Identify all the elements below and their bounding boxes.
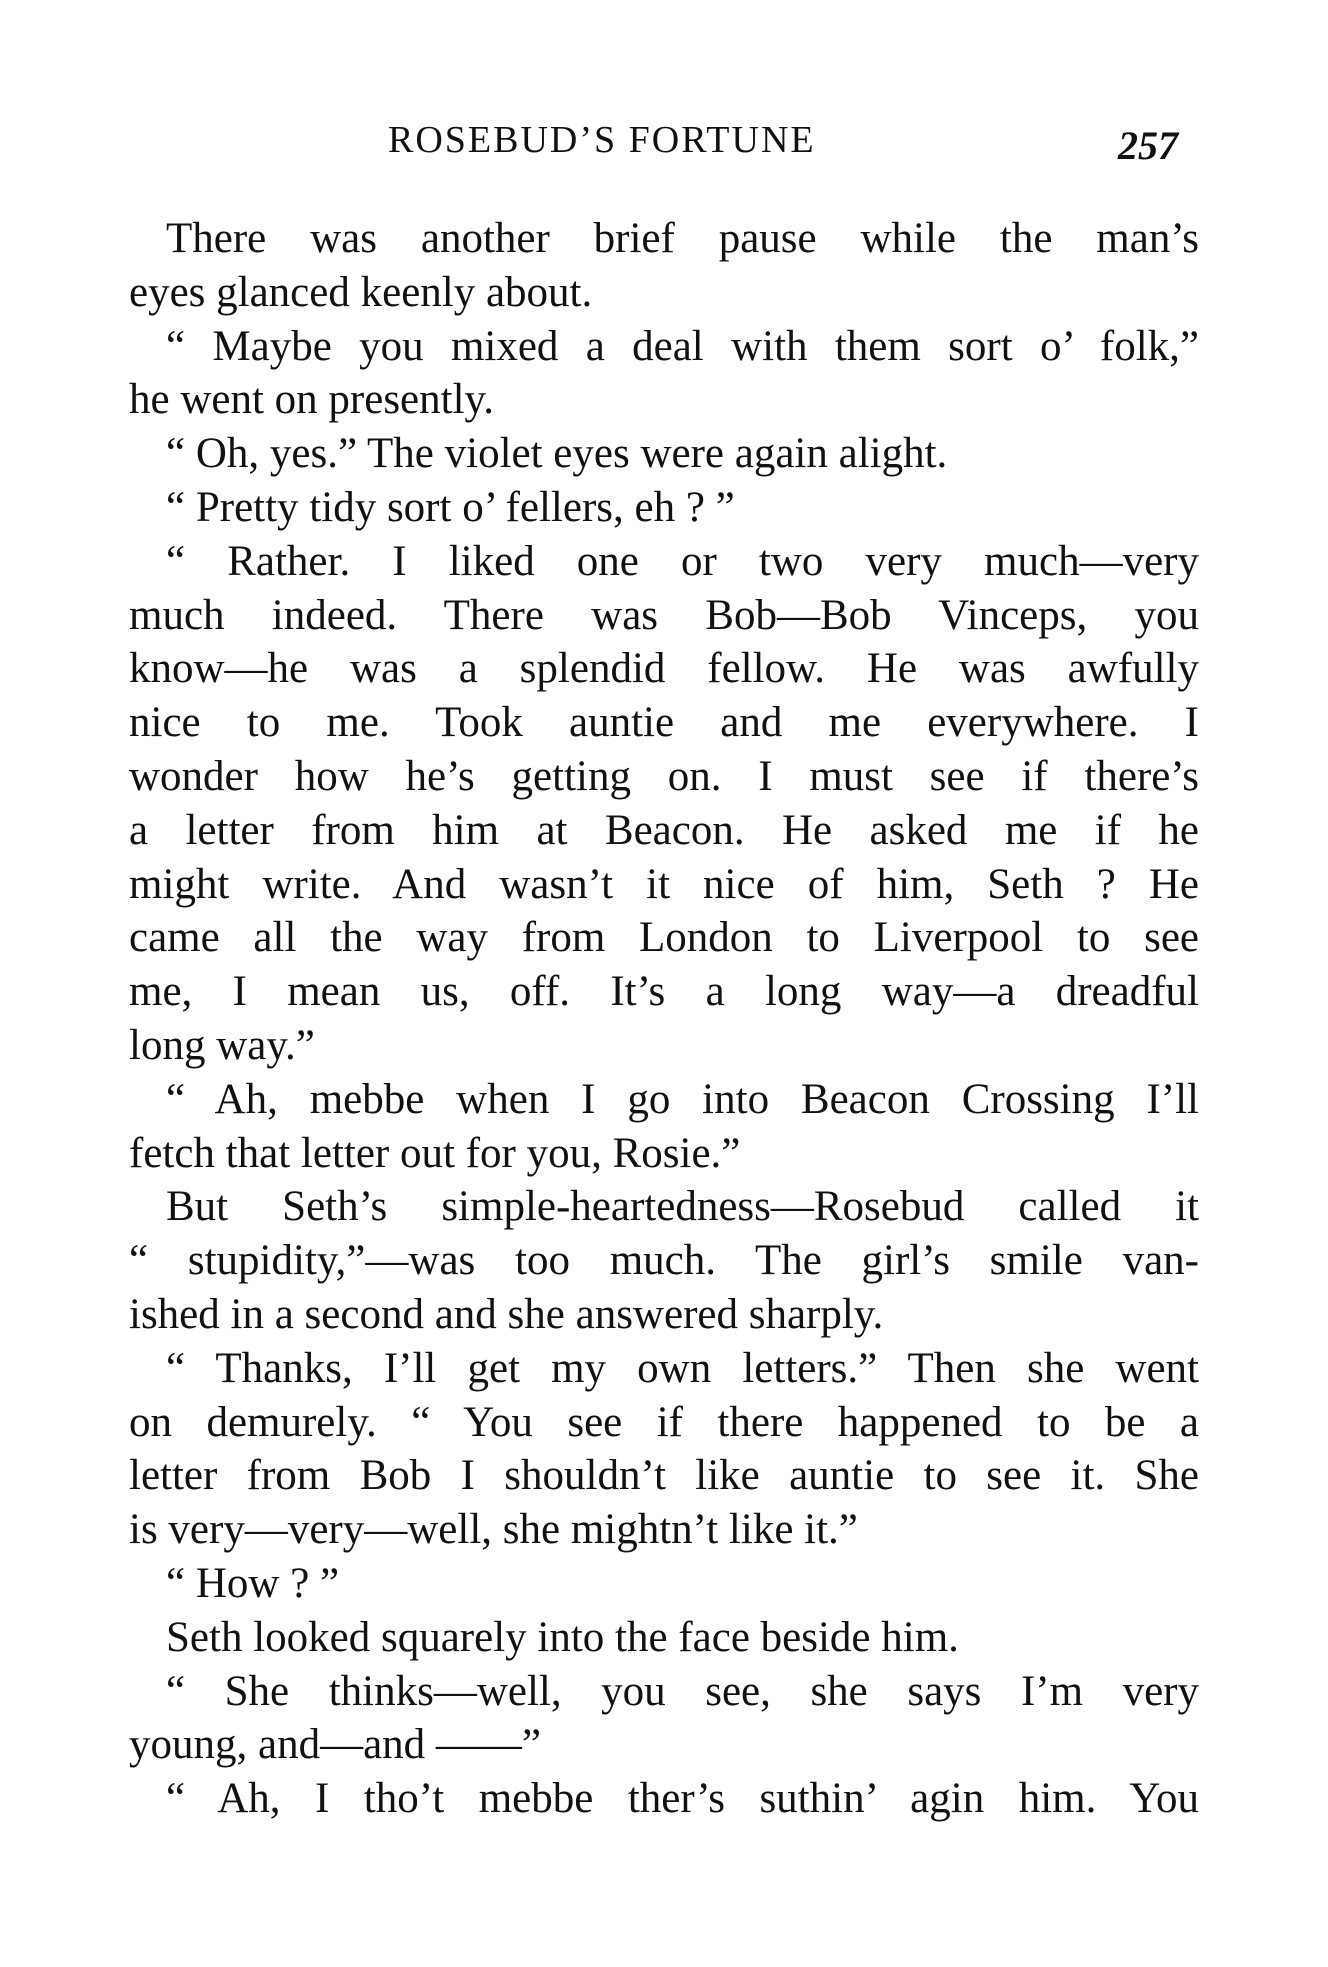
text-line: might write. And wasn’t it nice of him, Seth ? He <box>129 860 1199 908</box>
page-number: 257 <box>1118 123 1178 168</box>
text-line: me, I mean us, off. It’s a long way—a dreadful <box>129 968 1199 1016</box>
text-line: long way.” <box>129 1021 315 1069</box>
text-line: fetch that letter out for you, Rosie.” <box>129 1129 741 1177</box>
text-line: eyes glanced keenly about. <box>129 268 593 316</box>
text-line: “ Maybe you mixed a deal with them sort o’ folk,” <box>166 322 1199 370</box>
text-line: came all the way from London to Liverpool to see <box>129 914 1199 962</box>
body-text <box>129 212 1199 1826</box>
text-line: “ Pretty tidy sort o’ fellers, eh ? ” <box>166 483 735 531</box>
text-line: young, and—and ——” <box>129 1721 542 1769</box>
running-title: ROSEBUD’S FORTUNE <box>388 119 816 161</box>
text-line: “ How ? ” <box>166 1559 340 1607</box>
text-line: There was another brief pause while the man’s <box>166 215 1199 262</box>
text-line: “ Ah, I tho’t mebbe ther’s suthin’ agin him. You <box>166 1775 1199 1823</box>
text-line: “ Oh, yes.” The violet eyes were again alight. <box>166 430 948 478</box>
text-line: a letter from him at Beacon. He asked me if he <box>129 806 1199 854</box>
text-line: ished in a second and she answered sharply. <box>129 1290 884 1338</box>
running-head <box>0 118 1328 168</box>
text-line: much indeed. There was Bob—Bob Vinceps, you <box>129 591 1199 639</box>
text-line: letter from Bob I shouldn’t like auntie to see it. She <box>129 1452 1199 1500</box>
text-line: he went on presently. <box>129 376 494 424</box>
text-line: Seth looked squarely into the face beside him. <box>166 1613 959 1661</box>
text-line: But Seth’s simple-heartedness—Rosebud called it <box>166 1183 1199 1231</box>
text-line: wonder how he’s getting on. I must see if there’s <box>129 752 1199 800</box>
text-line: nice to me. Took auntie and me everywhere. I <box>129 699 1199 747</box>
text-line: “ stupidity,”—was too much. The girl’s smile van- <box>129 1237 1199 1285</box>
text-line: is very—very—well, she mightn’t like it.” <box>129 1506 858 1554</box>
text-line: know—he was a splendid fellow. He was awfully <box>129 645 1199 693</box>
text-line: “ Rather. I liked one or two very much—very <box>166 537 1199 585</box>
text-line: “ She thinks—well, you see, she says I’m very <box>166 1667 1199 1715</box>
text-line: “ Thanks, I’ll get my own letters.” Then she went <box>166 1344 1199 1392</box>
text-line: on demurely. “ You see if there happened to be a <box>129 1398 1199 1446</box>
text-line: “ Ah, mebbe when I go into Beacon Crossing I’ll <box>166 1075 1199 1123</box>
